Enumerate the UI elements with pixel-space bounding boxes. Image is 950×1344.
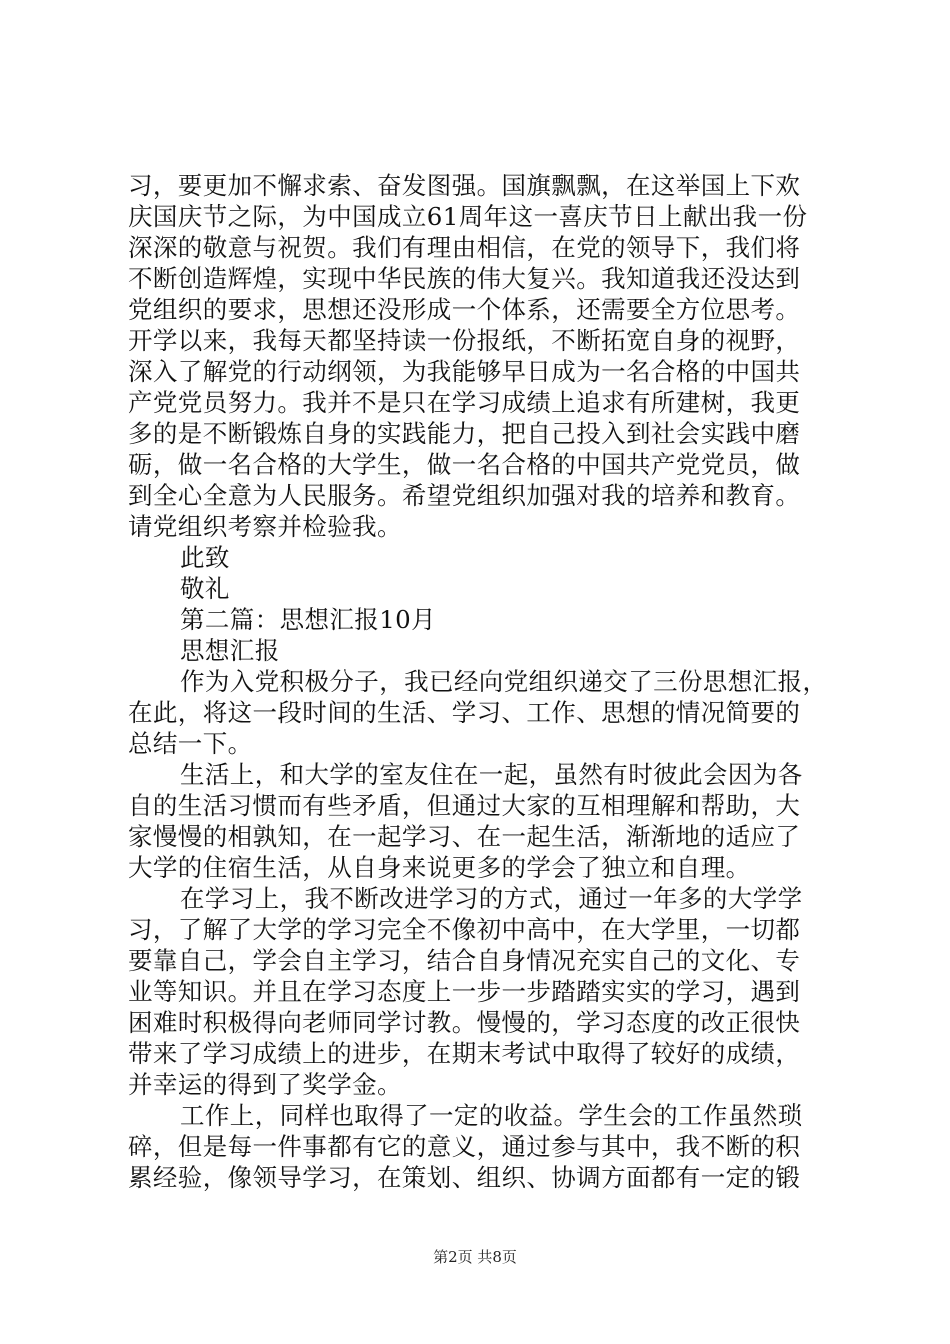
text-line: 请党组织考察并检验我。: [128, 512, 402, 541]
text-line: 习，了解了大学的学习完全不像初中高中，在大学里，一切都: [128, 915, 801, 944]
text-line: 生活上，和大学的室友住在一起，虽然有时彼此会因为各: [180, 760, 803, 789]
text-line: 开学以来，我每天都坚持读一份报纸，不断拓宽自身的视野，: [128, 326, 801, 355]
text-line: 困难时积极得向老师同学讨教。慢慢的，学习态度的改正很快: [128, 1008, 801, 1037]
text-line: 并幸运的得到了奖学金。: [128, 1070, 402, 1099]
text-line: 此致: [180, 543, 230, 572]
text-line: 思想汇报: [180, 636, 280, 665]
text-line: 庆国庆节之际，为中国成立61周年这一喜庆节日上献出我一份: [128, 202, 808, 231]
text-line: 工作上，同样也取得了一定的收益。学生会的工作虽然琐: [180, 1101, 803, 1130]
text-line: 深入了解党的行动纲领，为我能够早日成为一名合格的中国共: [128, 357, 801, 386]
page-number-footer: 第2页 共8页: [433, 1248, 517, 1266]
text-line: 带来了学习成绩上的进步，在期末考试中取得了较好的成绩，: [128, 1039, 801, 1068]
text-line: 产党党员努力。我并不是只在学习成绩上追求有所建树，我更: [128, 388, 801, 417]
text-line: 第二篇：思想汇报10月: [180, 605, 437, 634]
text-line: 砺，做一名合格的大学生，做一名合格的中国共产党党员，做: [128, 450, 801, 479]
text-line: 在此，将这一段时间的生活、学习、工作、思想的情况简要的: [128, 698, 801, 727]
text-line: 多的是不断锻炼自身的实践能力，把自己投入到社会实践中磨: [128, 419, 801, 448]
document-body: [128, 170, 828, 1193]
text-line: 深深的敬意与祝贺。我们有理由相信，在党的领导下，我们将: [128, 233, 801, 262]
text-line: 到全心全意为人民服务。希望党组织加强对我的培养和教育。: [128, 481, 801, 510]
text-line: 作为入党积极分子，我已经向党组织递交了三份思想汇报，: [180, 667, 828, 696]
text-line: 在学习上，我不断改进学习的方式，通过一年多的大学学: [180, 884, 803, 913]
text-line: 总结一下。: [128, 729, 253, 758]
text-line: 自的生活习惯而有些矛盾，但通过大家的互相理解和帮助，大: [128, 791, 801, 820]
text-line: 家慢慢的相孰知，在一起学习、在一起生活，渐渐地的适应了: [128, 822, 801, 851]
text-line: 敬礼: [180, 574, 230, 603]
text-line: 不断创造辉煌，实现中华民族的伟大复兴。我知道我还没达到: [128, 264, 801, 293]
text-line: 党组织的要求，思想还没形成一个体系，还需要全方位思考。: [128, 295, 801, 324]
text-line: 业等知识。并且在学习态度上一步一步踏踏实实的学习，遇到: [128, 977, 801, 1006]
text-line: 累经验，像领导学习，在策划、组织、协调方面都有一定的锻: [128, 1163, 801, 1192]
text-line: 大学的住宿生活，从自身来说更多的学会了独立和自理。: [128, 853, 751, 882]
text-line: 碎，但是每一件事都有它的意义，通过参与其中，我不断的积: [128, 1132, 801, 1161]
text-line: 习，要更加不懈求索、奋发图强。国旗飘飘，在这举国上下欢: [128, 171, 801, 200]
text-line: 要靠自己，学会自主学习，结合自身情况充实自己的文化、专: [128, 946, 801, 975]
